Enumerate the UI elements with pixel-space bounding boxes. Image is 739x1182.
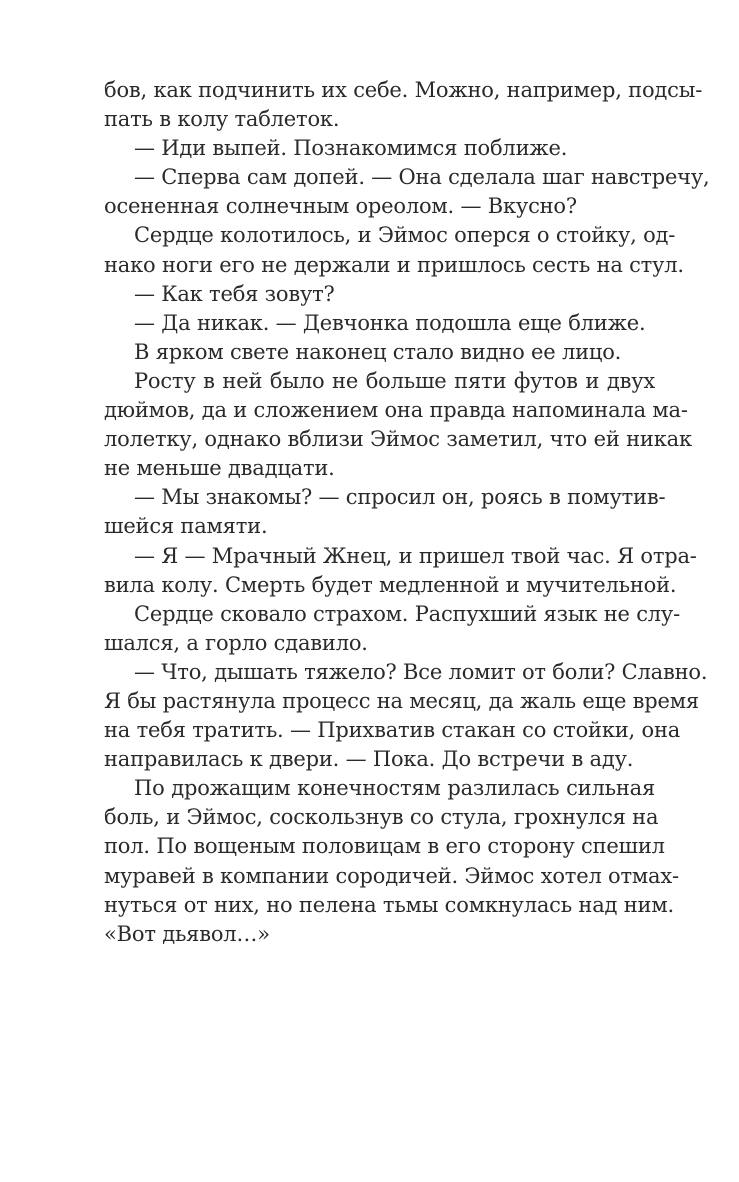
text-line: — Что, дышать тяжело? Все ломит от боли? Славно. (134, 659, 708, 684)
text-line: В ярком свете наконец стало видно ее лицо. (134, 339, 622, 364)
text-line: шался, а горло сдавило. (104, 630, 368, 655)
text-line: направилась к двери. — Пока. До встречи в аду. (104, 747, 634, 772)
book-page-text (104, 76, 710, 949)
text-line: — Иди выпей. Познакомимся поближе. (134, 136, 568, 161)
text-line: Сердце колотилось, и Эймос оперся о стойку, од- (134, 223, 676, 248)
paragraph (104, 774, 679, 949)
text-line: Сердце сковало страхом. Распухший язык не слу- (134, 601, 680, 626)
text-line: бов, как подчинить их себе. Можно, например, подсы- (104, 78, 703, 102)
text-line: — Как тебя зовут? (134, 281, 335, 306)
paragraph (104, 658, 708, 774)
paragraph (104, 542, 697, 600)
text-line: шейся памяти. (104, 514, 268, 539)
paragraph (104, 163, 710, 221)
paragraph (104, 309, 655, 338)
text-line: пол. По вощеным половицам в его сторону спешил (104, 834, 665, 859)
text-line: «Вот дьявол…» (104, 921, 270, 946)
text-line: — Да никак. — Девчонка подошла еще ближе. (134, 310, 646, 335)
text-line: Росту в ней было не больше пяти футов и двух (134, 368, 655, 393)
paragraph (104, 483, 666, 541)
text-line: — Мы знакомы? — спросил он, роясь в помутив- (134, 485, 666, 510)
paragraph (104, 367, 692, 483)
text-line: пать в колу таблеток. (104, 107, 340, 132)
text-line: на тебя тратить. — Прихватив стакан со стойки, она (104, 718, 681, 743)
text-line: лолетку, однако вблизи Эймос заметил, что ей никак (104, 427, 692, 452)
text-line: боль, и Эймос, соскользнув со стула, грохнулся на (104, 805, 659, 830)
text-line: дюймов, да и сложением она правда напоминала ма- (104, 398, 688, 423)
text-line: муравей в компании сородичей. Эймос хотел отмах- (104, 863, 679, 888)
paragraph (104, 280, 655, 309)
text-line: вила колу. Смерть будет медленной и мучительной. (104, 572, 677, 597)
text-line: нако ноги его не держали и пришлось сесть на стул. (104, 252, 684, 277)
paragraph (104, 600, 680, 658)
paragraph (104, 221, 684, 279)
text-line: Я бы растянула процесс на месяц, да жаль еще время (104, 688, 699, 713)
text-line: По дрожащим конечностям разлилась сильная (134, 776, 655, 801)
text-line: нуться от них, но пелена тьмы сомкнулась над ним. (104, 892, 674, 917)
text-line: не меньше двадцати. (104, 456, 335, 481)
paragraph (104, 76, 703, 134)
text-line: — Сперва сам допей. — Она сделала шаг навстречу, (134, 165, 710, 190)
text-line: осененная солнечным ореолом. — Вкусно? (104, 194, 577, 219)
text-line: — Я — Мрачный Жнец, и пришел твой час. Я отра- (134, 543, 697, 568)
paragraph (104, 134, 655, 163)
paragraph (104, 338, 655, 367)
